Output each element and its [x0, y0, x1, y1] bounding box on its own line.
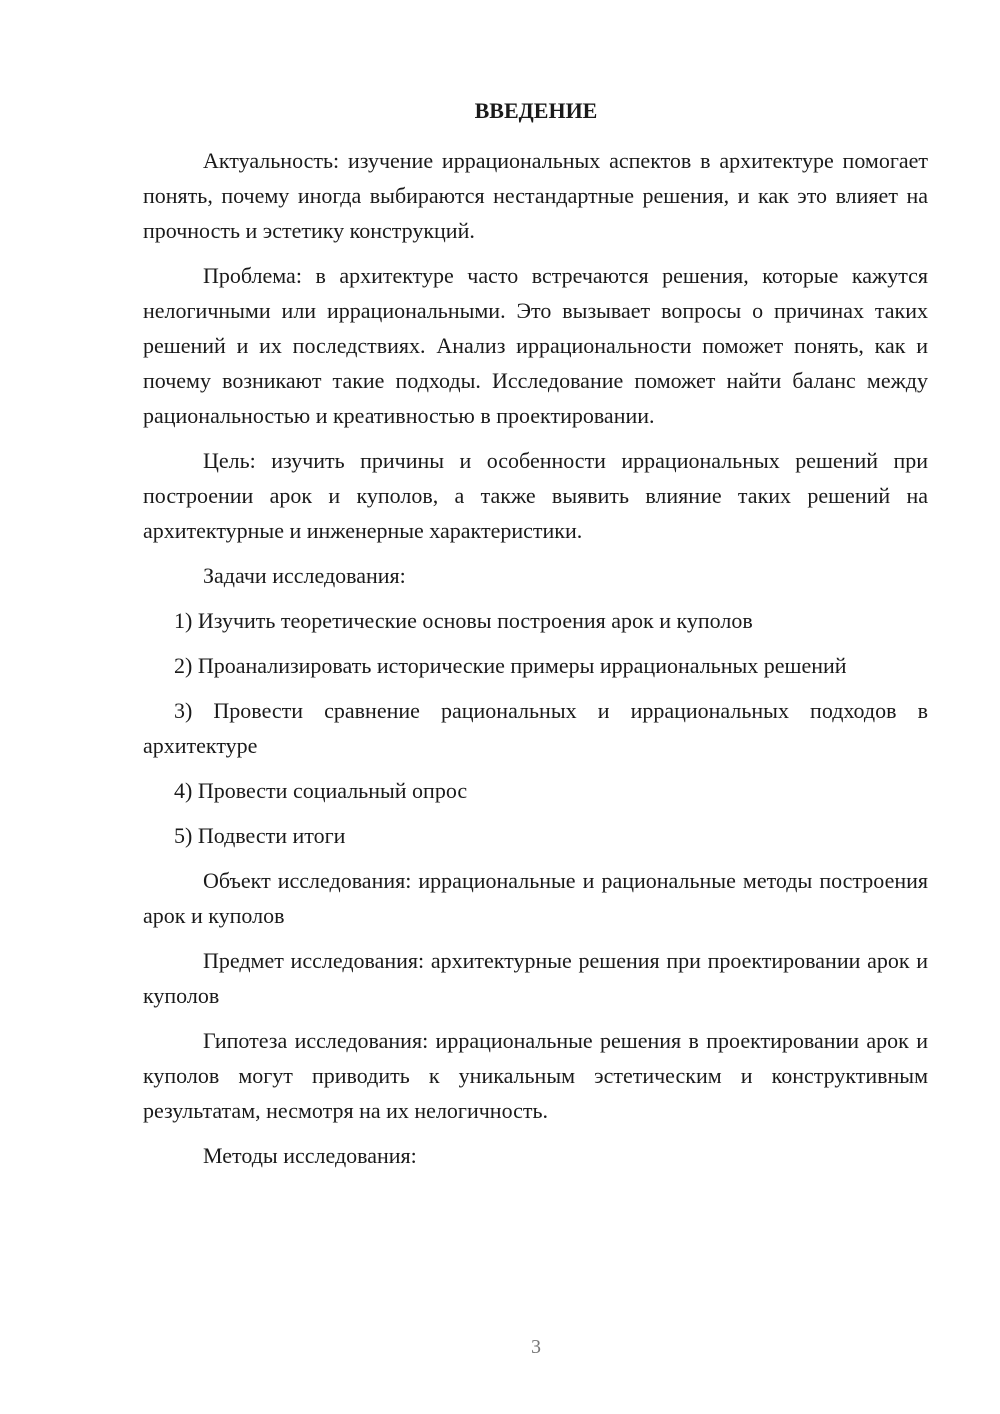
paragraph-goal: Цель: изучить причины и особенности иррациональных решений при построении арок и куполов, а также выявить влияние таких решений на архитектурные и инженерные характеристики.	[143, 448, 928, 543]
list-item: 2) Проанализировать исторические примеры иррациональных решений	[174, 653, 847, 678]
paragraph-methods: Методы исследования:	[203, 1143, 417, 1168]
paragraph-subject: Предмет исследования: архитектурные решения при проектировании арок и куполов	[143, 948, 928, 1008]
paragraph-hypothesis: Гипотеза исследования: иррациональные решения в проектировании арок и куполов могут приводить к уникальным эстетическим и конструктивным результатам, несмотря на их нелогичность.	[143, 1028, 928, 1123]
list-item: 5) Подвести итоги	[174, 823, 346, 848]
paragraph-object: Объект исследования: иррациональные и рациональные методы построения арок и куполов	[143, 868, 928, 928]
page-number: 3	[531, 1336, 541, 1358]
list-item: 4) Провести социальный опрос	[174, 778, 468, 803]
list-item: 3) Провести сравнение рациональных и иррациональных подходов в архитектуре	[143, 698, 928, 758]
list-item: 1) Изучить теоретические основы построения арок и куполов	[174, 608, 753, 633]
paragraph-problem: Проблема: в архитектуре часто встречаются решения, которые кажутся нелогичными или иррациональными. Это вызывает вопросы о причинах таких решений и их последствиях. Анализ иррациональности поможет понять, как и почему возникают такие подходы. Исследование поможет найти баланс между рациональностью и креативностью в проектировании.	[143, 263, 928, 428]
paragraph-relevance: Актуальность: изучение иррациональных аспектов в архитектуре помогает понять, почему иногда выбираются нестандартные решения, и как это влияет на прочность и эстетику конструкций.	[143, 148, 928, 243]
page-title: ВВЕДЕНИЕ	[474, 98, 598, 123]
paragraph-tasks-heading: Задачи исследования:	[203, 563, 406, 588]
document-body	[143, 143, 928, 1183]
